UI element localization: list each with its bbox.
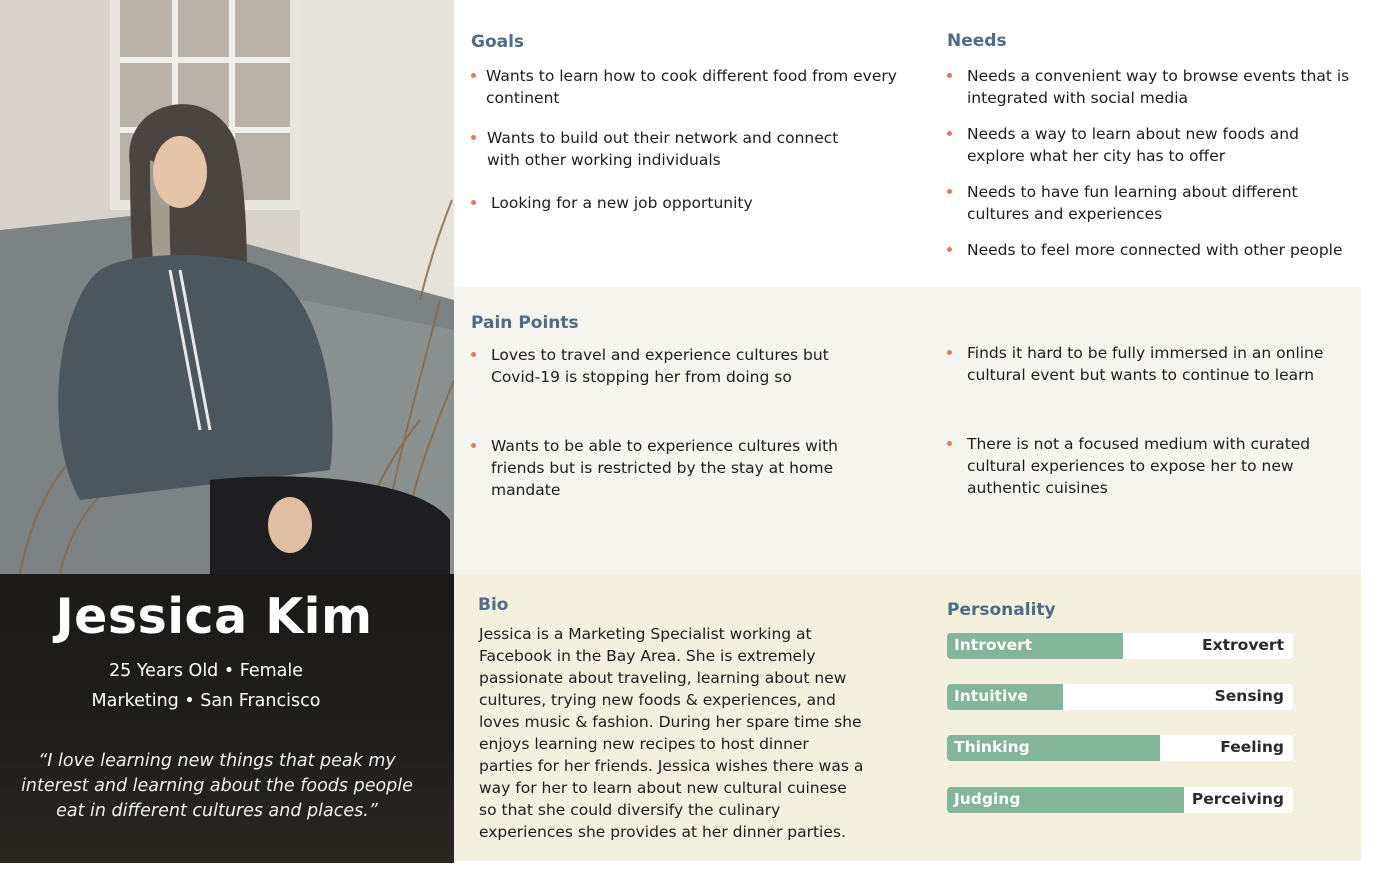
goal-item: Wants to build out their network and connect with other working individuals xyxy=(471,127,847,171)
trait-left-label: Intuitive xyxy=(954,687,1028,705)
persona-name: Jessica Kim xyxy=(55,588,373,645)
pain-point-item: Loves to travel and experience cultures but Covid-19 is stopping her from doing so xyxy=(471,344,831,388)
trait-introvert-extrovert xyxy=(947,633,1293,659)
pain-points-section xyxy=(454,287,1361,574)
trait-right-label: Extrovert xyxy=(1202,636,1284,654)
pain-point-item: Wants to be able to experience cultures with friends but is restricted by the stay at home mandate xyxy=(471,435,841,501)
trait-judging-perceiving xyxy=(947,787,1293,813)
trait-intuitive-sensing xyxy=(947,684,1293,710)
need-item: Needs to have fun learning about different cultures and experiences xyxy=(947,181,1312,225)
goal-item: Wants to learn how to cook different food from every continent xyxy=(471,65,906,109)
goal-item: Looking for a new job opportunity xyxy=(471,192,851,214)
trait-right-label: Sensing xyxy=(1214,687,1284,705)
persona-quote: “I love learning new things that peak my interest and learning about the foods people eat in different cultures and places.” xyxy=(21,751,413,821)
personality-heading: Personality xyxy=(947,600,1056,620)
goals-needs-section xyxy=(454,0,1361,287)
pain-point-item: There is not a focused medium with curated cultural experiences to expose her to new authentic cuisines xyxy=(947,433,1317,499)
trait-thinking-feeling xyxy=(947,735,1293,761)
bio-text: Jessica is a Marketing Specialist working at Facebook in the Bay Area. She is extremely passionate about traveling, learning about new cultures, trying new foods & experiences, and loves music & fashion. During her spare time she enjoys learning new recipes to host dinner parties for her friends. Jessica wishes there was a way for her to learn about new cultural cuinese so that she could diversify the culinary experiences she provides at her dinner parties. xyxy=(479,625,864,841)
bio-personality-section xyxy=(454,574,1361,861)
persona-photo-illustration xyxy=(0,0,454,574)
trait-left-label: Thinking xyxy=(954,738,1030,756)
persona-age-gender: 25 Years Old • Female xyxy=(108,661,304,681)
pain-points-heading: Pain Points xyxy=(471,313,579,333)
need-item: Needs a convenient way to browse events that is integrated with social media xyxy=(947,65,1352,109)
trait-right-label: Feeling xyxy=(1220,738,1284,756)
persona-role-location: Marketing • San Francisco xyxy=(91,691,321,711)
persona-name-card xyxy=(0,574,454,863)
trait-left-label: Introvert xyxy=(954,636,1033,654)
need-item: Needs to feel more connected with other people xyxy=(947,239,1367,261)
goals-heading: Goals xyxy=(471,32,525,52)
needs-heading: Needs xyxy=(947,31,1007,51)
trait-right-label: Perceiving xyxy=(1191,790,1284,808)
bio-heading: Bio xyxy=(478,595,509,615)
pain-point-item: Finds it hard to be fully immersed in an online cultural event but wants to continue to learn xyxy=(947,342,1327,386)
persona-photo xyxy=(0,0,454,574)
trait-left-label: Judging xyxy=(954,790,1021,808)
need-item: Needs a way to learn about new foods and explore what her city has to offer xyxy=(947,123,1312,167)
